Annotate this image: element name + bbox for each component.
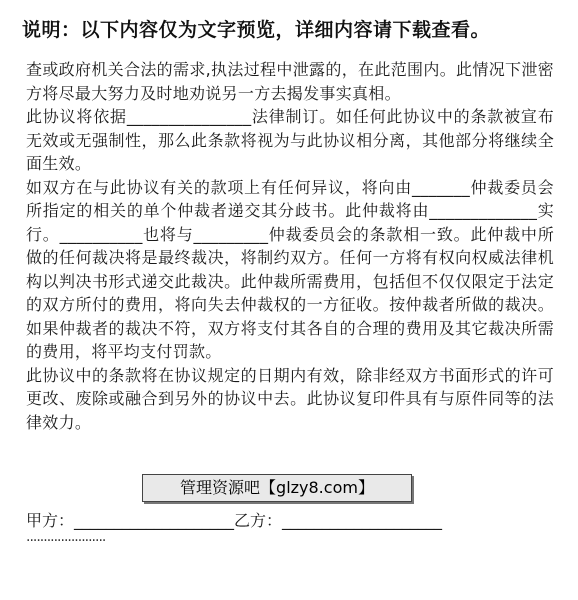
watermark-logo: 管理资源吧【glzy8.com】 <box>142 474 412 502</box>
paragraph-governing-law: 此协议将依据_______________法律制订。如任何此协议中的条款被宣布无效或无强制性，那么此条款将视为与此协议相分离，其他部分将继续全面生效。 <box>26 107 554 173</box>
paragraph-validity: 此协议中的条款将在协议规定的日期内有效，除非经双方书面形式的许可更改、废除或融合到另外的协议中去。此协议复印件具有与原件同等的法律效力。 <box>26 365 554 432</box>
party-a-signature: 甲方：____________________ <box>26 511 235 530</box>
party-b-signature: 乙方：____________________ <box>234 511 443 530</box>
signature-line <box>26 509 554 532</box>
agreement-body <box>26 58 554 434</box>
paragraph-arbitration: 如双方在与此协议有关的款项上有任何异议，将向由_______仲裁委员会所指定的相关的单个仲裁者递交其分歧书。此仲裁将由_____________实行。__________也将与_________仲裁委员会的条款相一致。此仲裁中所做的任何裁决将是最终裁决，将制约双方。任何一方将有权向权威法律机构以判决书形式递交此裁决。此仲裁所需费用，包括但不仅仅限定于法定的双方所付的费用，将向失去仲裁权的一方征收。按仲裁者所做的裁决。如果仲裁者的裁决不符，双方将支付其各自的合理的费用及其它裁决所需的费用，将平均支付罚款。 <box>26 177 554 361</box>
paragraph-confidentiality: 查或政府机关合法的需求,执法过程中泄露的，在此范围内。此情况下泄密方将尽最大努力及时地劝说另一方去揭发事实真相。 <box>26 60 554 103</box>
dotted-separator: ······················· <box>26 533 106 549</box>
preview-notice: 说明：以下内容仅为文字预览，详细内容请下载查看。 <box>22 19 491 41</box>
